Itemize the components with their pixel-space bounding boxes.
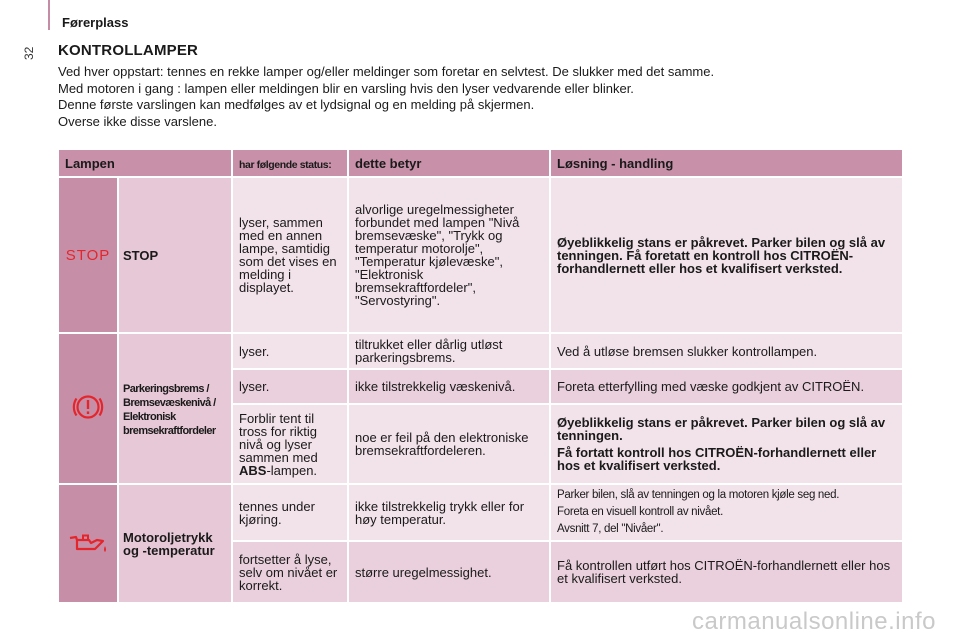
- brake-status-1: lyser.: [232, 333, 348, 369]
- oil-solution-1a: Parker bilen, slå av tenningen og la motoren kjøle seg ned.: [557, 489, 840, 501]
- oil-solution-1c: Avsnitt 7, del "Nivåer".: [557, 523, 664, 535]
- brake-name-text: Parkeringsbrems / Bremsevæskenivå / Elektronisk bremsekraftfordeler: [123, 382, 216, 437]
- oil-solution-2: Få kontrollen utført hos CITROËN-forhandlernett eller hos et kvalifisert verksted.: [550, 541, 903, 603]
- oil-meaning-1: ikke tilstrekkelig trykk eller for høy temperatur.: [348, 484, 550, 541]
- header-status: [232, 149, 348, 177]
- stop-icon-cell: [58, 177, 118, 333]
- section-label: Førerplass: [62, 15, 129, 30]
- intro-line: Ved hver oppstart: tennes en rekke lamper og/eller meldinger som foretar en selvtest. De slukker med det samme.: [58, 64, 715, 79]
- top-rule: [48, 0, 50, 30]
- brake-status-2: lyser.: [232, 369, 348, 404]
- brake-status-3-post: -lampen.: [266, 462, 318, 478]
- oil-solution-1b: Foreta en visuell kontroll av nivået.: [557, 506, 723, 518]
- oil-name: Motoroljetrykk og -temperatur: [118, 484, 232, 603]
- brake-solution-2: Foreta etterfylling med væske godkjent av CITROËN.: [550, 369, 903, 404]
- brake-solution-3a: Øyeblikkelig stans er påkrevet. Parker bilen og slå av tenningen.: [557, 415, 886, 443]
- brake-solution-3b: Få fortatt kontroll hos CITROËN-forhandlernett eller hos et kvalifisert verksted.: [557, 445, 877, 473]
- stop-name: STOP: [118, 177, 232, 333]
- header-lamp: Lampen: [58, 149, 232, 177]
- oil-icon-cell: [58, 484, 118, 603]
- stop-solution: Øyeblikkelig stans er påkrevet. Parker bilen og slå av tenningen. Få foretatt en kontroll hos CITROËN-forhandlernett eller hos et kvalifisert verksted.: [550, 177, 903, 333]
- oil-meaning-2: større uregelmessighet.: [348, 541, 550, 603]
- table-row: [58, 177, 903, 333]
- oil-status-2: fortsetter å lyse, selv om nivået er korrekt.: [232, 541, 348, 603]
- stop-meaning: alvorlige uregelmessigheter forbundet med lampen "Nivå bremsevæske", "Trykk og temperatur motorolje", "Temperatur kjølevæske", "Elektronisk bremsekraftfordeler", "Servostyring".: [348, 177, 550, 333]
- page-heading: KONTROLLAMPER: [58, 42, 199, 59]
- table-header-row: [58, 149, 903, 177]
- brake-name: [118, 333, 232, 484]
- abs-label: ABS: [239, 462, 267, 478]
- brake-solution-1: Ved å utløse bremsen slukker kontrollampen.: [550, 333, 903, 369]
- brake-status-3: [232, 404, 348, 484]
- table-row: [58, 333, 903, 369]
- warning-lamps-table: [57, 148, 904, 604]
- page-number: 32: [22, 46, 36, 60]
- intro-line: Overse ikke disse varslene.: [58, 113, 217, 129]
- brake-meaning-2: ikke tilstrekkelig væskenivå.: [348, 369, 550, 404]
- intro-line: Med motoren i gang : lampen eller meldingen blir en varsling hvis den lyser vedvarende eller blinker.: [58, 80, 634, 96]
- stop-icon: STOP: [65, 246, 111, 264]
- brake-warning-icon: [70, 389, 106, 425]
- brake-solution-3: [550, 404, 903, 484]
- brake-meaning-3: noe er feil på den elektroniske bremsekraftfordeleren.: [348, 404, 550, 484]
- intro-text: [58, 64, 938, 130]
- brake-status-3-pre: Forblir tent til tross for riktig nivå og lyser sammen med: [239, 410, 318, 465]
- oil-solution-1: [550, 484, 903, 541]
- watermark: carmanualsonline.info: [692, 608, 936, 635]
- table-row: [58, 484, 903, 541]
- oil-can-icon: [67, 529, 109, 555]
- intro-line: Denne første varslingen kan medfølges av et lydsignal og en melding på skjermen.: [58, 97, 535, 112]
- header-status-text: har følgende status:: [239, 158, 332, 171]
- brake-meaning-1: tiltrukket eller dårlig utløst parkeringsbrems.: [348, 333, 550, 369]
- stop-status: lyser, sammen med en annen lampe, samtidig som det vises en melding i displayet.: [232, 177, 348, 333]
- header-meaning: dette betyr: [348, 149, 550, 177]
- brake-icon-cell: [58, 333, 118, 484]
- header-solution: Løsning - handling: [550, 149, 903, 177]
- oil-status-1: tennes under kjøring.: [232, 484, 348, 541]
